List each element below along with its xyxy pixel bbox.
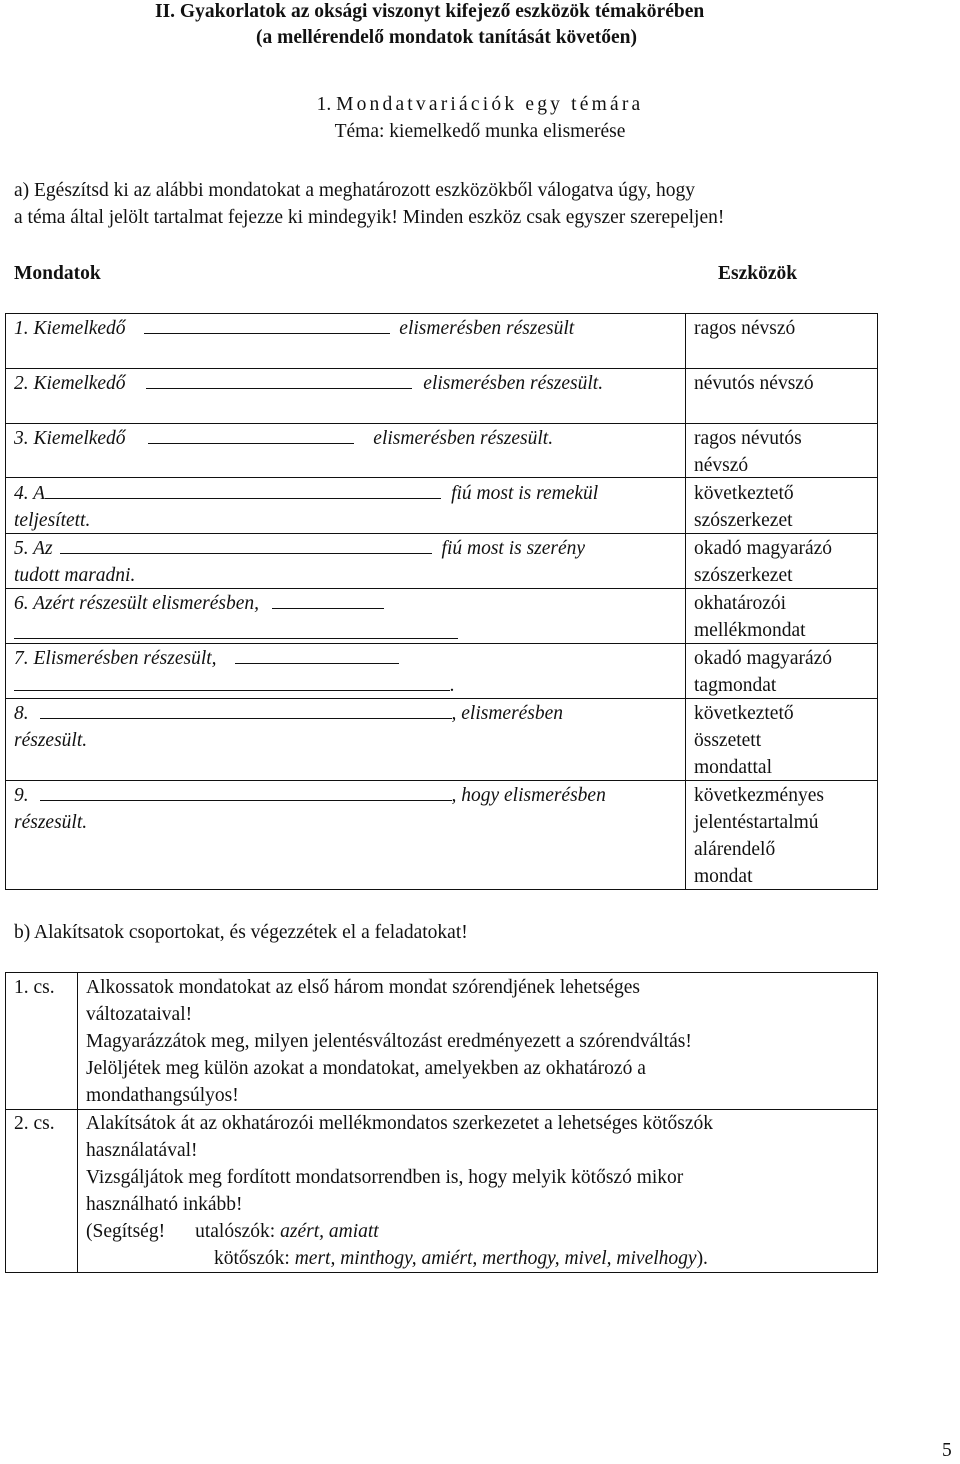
tool-label: mellékmondat bbox=[694, 620, 806, 641]
group-task-line: mondathangsúlyos! bbox=[86, 1085, 239, 1106]
fill-blank[interactable] bbox=[235, 649, 399, 664]
table-b-border bbox=[5, 1272, 878, 1273]
help-key: utalószók: bbox=[195, 1221, 281, 1242]
sentence-text: fiú most is remekül bbox=[451, 483, 599, 504]
sentence-text: , hogy elismerésben bbox=[451, 785, 606, 806]
table-b-border bbox=[5, 972, 6, 1273]
table-a-border bbox=[5, 313, 6, 890]
sentence-text: elismerésben részesült. bbox=[373, 428, 554, 449]
help-end: ). bbox=[696, 1248, 708, 1269]
table-a-border bbox=[5, 368, 878, 369]
group-label: 2. cs. bbox=[14, 1113, 55, 1134]
table-a-border bbox=[5, 889, 878, 890]
help-value: azért, amiatt bbox=[280, 1221, 379, 1242]
sentence-text: 7. Elismerésben részesült, bbox=[14, 648, 217, 669]
table-b-border bbox=[5, 972, 878, 973]
table-a-border bbox=[5, 313, 878, 314]
fill-blank-continuation[interactable] bbox=[14, 675, 455, 697]
sentence-text: elismerésben részesült bbox=[399, 318, 575, 339]
tool-label: szószerkezet bbox=[694, 510, 793, 531]
task-a-line1: a) Egészítsd ki az alábbi mondatokat a meghatározott eszközökből válogatva úgy, hogy bbox=[14, 180, 696, 201]
sentence-text: , elismerésben bbox=[451, 703, 564, 724]
group-task-line: változataival! bbox=[86, 1004, 193, 1025]
table-row bbox=[14, 593, 384, 615]
table-row bbox=[14, 428, 553, 450]
help-key: kötőszók: bbox=[214, 1248, 295, 1269]
table-row bbox=[14, 318, 574, 340]
fill-blank[interactable] bbox=[148, 429, 354, 444]
table-a-border bbox=[5, 698, 878, 699]
group-label: 1. cs. bbox=[14, 977, 55, 998]
table-b-border bbox=[5, 1109, 878, 1110]
sentence-text: 8. bbox=[14, 703, 29, 724]
sentence-text: 2. Kiemelkedő bbox=[14, 373, 126, 394]
group-task-line: használható inkább! bbox=[86, 1194, 243, 1215]
sentence-continuation: részesült. bbox=[14, 730, 88, 751]
tool-label: okadó magyarázó bbox=[694, 648, 833, 669]
help-line-1 bbox=[86, 1221, 379, 1243]
table-row bbox=[14, 538, 585, 560]
sentence-text: 4. A bbox=[14, 483, 46, 504]
tool-label: következményes bbox=[694, 785, 824, 806]
sentence-text: elismerésben részesült. bbox=[423, 373, 604, 394]
table-a-border bbox=[685, 313, 686, 890]
column-header-eszkozok: Eszközök bbox=[718, 263, 798, 284]
table-b-border bbox=[877, 972, 878, 1273]
section-number: 1. bbox=[316, 94, 337, 115]
tool-label: névutós névszó bbox=[694, 373, 814, 394]
fill-blank[interactable] bbox=[40, 786, 452, 801]
table-a-border bbox=[5, 423, 878, 424]
task-a-line2: a téma által jelölt tartalmat fejezze ki mindegyik! Minden eszköz csak egyszer szerepeljen! bbox=[14, 207, 725, 228]
sentence-text: 1. Kiemelkedő bbox=[14, 318, 126, 339]
page-number: 5 bbox=[942, 1440, 952, 1461]
table-row bbox=[14, 648, 399, 670]
group-task-line: használatával! bbox=[86, 1140, 198, 1161]
help-label: (Segítség! bbox=[86, 1221, 166, 1242]
help-line-2 bbox=[214, 1248, 708, 1270]
table-row bbox=[14, 703, 563, 725]
fill-blank[interactable] bbox=[60, 539, 432, 554]
fill-blank[interactable] bbox=[14, 624, 458, 639]
tool-label: okadó magyarázó bbox=[694, 538, 833, 559]
sentence-text: 6. Azért részesült elismerésben, bbox=[14, 593, 259, 614]
section-heading bbox=[0, 94, 960, 116]
tool-label: mondattal bbox=[694, 757, 772, 778]
page-subtitle: (a mellérendelő mondatok tanítását követően) bbox=[256, 27, 637, 48]
fill-blank[interactable] bbox=[144, 319, 390, 334]
page-title: II. Gyakorlatok az oksági viszonyt kifejező eszközök témakörében bbox=[155, 1, 705, 22]
group-task-line: Alkossatok mondatokat az első három mondat szórendjének lehetséges bbox=[86, 977, 640, 998]
table-a-border bbox=[5, 588, 878, 589]
sentence-continuation: teljesített. bbox=[14, 510, 91, 531]
section-theme: Téma: kiemelkedő munka elismerése bbox=[334, 121, 626, 142]
sentence-text: . bbox=[450, 675, 455, 696]
group-task-line: Magyarázzátok meg, milyen jelentésváltozást eredményezett a szórendváltás! bbox=[86, 1031, 692, 1052]
task-b-intro: b) Alakítsatok csoportokat, és végezzétek el a feladatokat! bbox=[14, 922, 468, 943]
tool-label: ragos névutós bbox=[694, 428, 802, 449]
sentence-continuation: tudott maradni. bbox=[14, 565, 136, 586]
tool-label: tagmondat bbox=[694, 675, 777, 696]
tool-label: ragos névszó bbox=[694, 318, 796, 339]
table-a-border bbox=[5, 780, 878, 781]
fill-blank[interactable] bbox=[14, 676, 450, 691]
table-a-border bbox=[5, 533, 878, 534]
table-a-border bbox=[5, 477, 878, 478]
group-task-line: Vizsgáljátok meg fordított mondatsorrendben is, hogy melyik kötőszó mikor bbox=[86, 1167, 684, 1188]
tool-label: következtető bbox=[694, 483, 794, 504]
tool-label: szószerkezet bbox=[694, 565, 793, 586]
tool-label: okhatározói bbox=[694, 593, 787, 614]
table-row bbox=[14, 483, 598, 505]
tool-label: jelentéstartalmú bbox=[694, 812, 819, 833]
table-row bbox=[14, 373, 603, 395]
tool-label: névszó bbox=[694, 455, 749, 476]
tool-label: következtető bbox=[694, 703, 794, 724]
fill-blank[interactable] bbox=[272, 594, 384, 609]
help-value: mert, minthogy, amiért, merthogy, mivel, mivelhogy bbox=[294, 1248, 697, 1269]
fill-blank-continuation[interactable] bbox=[14, 623, 458, 645]
table-a-border bbox=[877, 313, 878, 890]
sentence-continuation: részesült. bbox=[14, 812, 88, 833]
fill-blank[interactable] bbox=[146, 374, 412, 389]
fill-blank[interactable] bbox=[40, 704, 452, 719]
tool-label: alárendelő bbox=[694, 839, 776, 860]
sentence-text: 9. bbox=[14, 785, 29, 806]
group-task-line: Alakítsátok át az okhatározói mellékmondatos szerkezetet a lehetséges kötőszók bbox=[86, 1113, 714, 1134]
sentence-text: fiú most is szerény bbox=[441, 538, 586, 559]
section-heading-text: Mondatvariációk egy témára bbox=[336, 94, 644, 115]
table-row bbox=[14, 785, 606, 807]
table-b-border bbox=[77, 972, 78, 1273]
tool-label: összetett bbox=[694, 730, 762, 751]
tool-label: mondat bbox=[694, 866, 753, 887]
sentence-text: 3. Kiemelkedő bbox=[14, 428, 126, 449]
fill-blank[interactable] bbox=[45, 484, 441, 499]
sentence-text: 5. Az bbox=[14, 538, 53, 559]
group-task-line: Jelöljétek meg külön azokat a mondatokat, amelyekben az okhatározó a bbox=[86, 1058, 646, 1079]
column-header-mondatok: Mondatok bbox=[14, 263, 101, 284]
